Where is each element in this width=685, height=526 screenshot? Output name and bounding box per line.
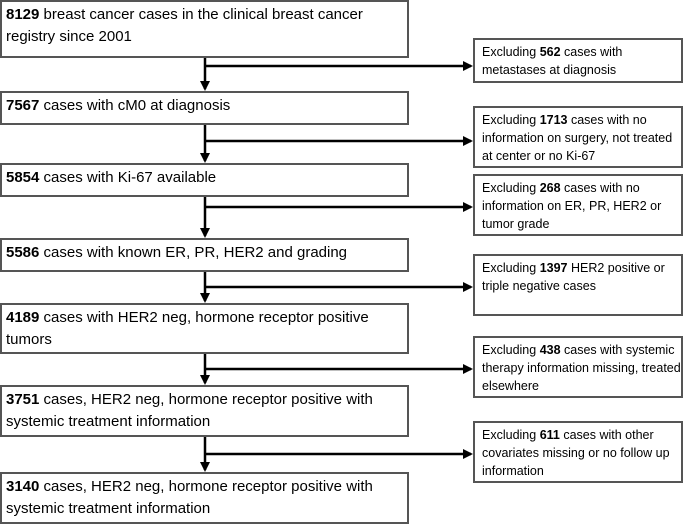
case-count: 3751 [6,391,40,408]
main-box-registry [0,0,409,58]
excluded-count: 438 [539,343,561,357]
exclusion-prefix: Excluding [482,261,540,275]
case-count: 4189 [6,309,40,326]
step-description: cases with Ki-67 available [39,169,217,186]
exclusion-reason: cases with no information on surgery, not treated at center or no Ki-67 [482,113,673,163]
step-description: cases, HER2 neg, hormone receptor positive with systemic treatment information [6,478,373,517]
exclusion-prefix: Excluding [482,343,540,357]
exclusion-box-surgery [473,106,683,168]
exclusion-box-metastases [473,38,683,83]
step-description: cases with known ER, PR, HER2 and grading [39,244,348,261]
main-box-her2-neg [0,303,409,354]
excluded-count: 1713 [539,113,568,127]
excluded-count: 611 [539,428,560,442]
exclusion-reason: cases with metastases at diagnosis [482,45,623,77]
exclusion-prefix: Excluding [482,181,540,195]
case-count: 8129 [6,6,40,23]
step-description: cases with cM0 at diagnosis [39,97,231,114]
exclusion-prefix: Excluding [482,113,540,127]
exclusion-box-receptors [473,174,683,236]
exclusion-reason: cases with other covariates missing or no follow up information [482,428,670,478]
exclusion-box-her2-positive [473,254,683,316]
main-box-known-receptors [0,238,409,272]
case-count: 3140 [6,478,40,495]
case-count: 5586 [6,244,40,261]
case-count: 5854 [6,169,40,186]
step-description: cases, HER2 neg, hormone receptor positive with systemic treatment information [6,391,373,430]
excluded-count: 562 [539,45,561,59]
exclusion-reason: cases with no information on ER, PR, HER2 or tumor grade [482,181,662,231]
main-box-final-cohort [0,472,409,524]
main-box-systemic-treatment [0,385,409,437]
excluded-count: 268 [539,181,561,195]
main-box-cm0 [0,91,409,125]
exclusion-box-covariates [473,421,683,483]
case-count: 7567 [6,97,40,114]
exclusion-box-systemic-therapy [473,336,683,398]
excluded-count: 1397 [539,261,568,275]
exclusion-reason: cases with systemic therapy information missing, treated elsewhere [482,343,681,393]
step-description: cases with HER2 neg, hormone receptor positive tumors [6,309,369,348]
exclusion-prefix: Excluding [482,428,540,442]
step-description: breast cancer cases in the clinical breast cancer registry since 2001 [6,6,363,45]
main-box-ki67 [0,163,409,197]
exclusion-reason: HER2 positive or triple negative cases [482,261,665,293]
exclusion-prefix: Excluding [482,45,540,59]
